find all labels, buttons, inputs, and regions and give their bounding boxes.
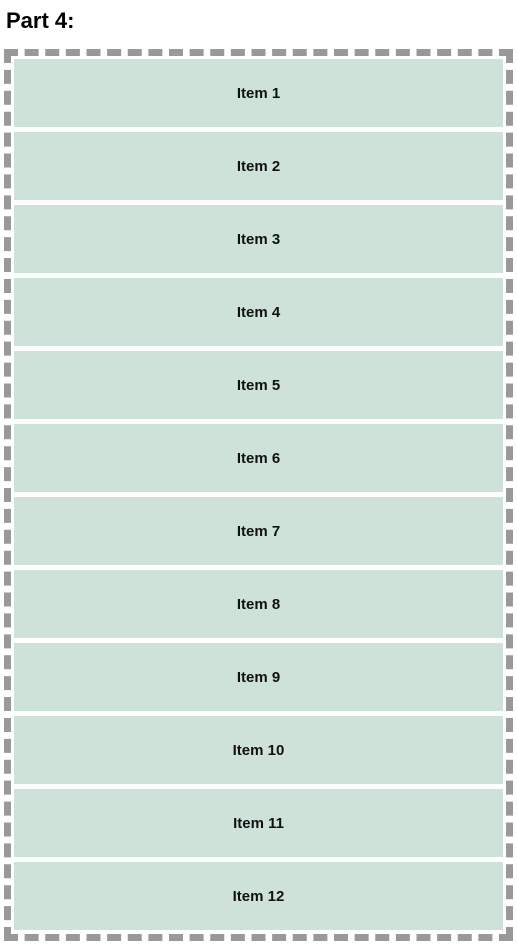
dashed-list-container <box>4 49 513 941</box>
page-title: Part 4: <box>6 8 75 33</box>
list-item: Item 10 <box>14 716 503 784</box>
list-item: Item 3 <box>14 205 503 273</box>
list-item: Item 2 <box>14 132 503 200</box>
list-item: Item 11 <box>14 789 503 857</box>
list-item: Item 4 <box>14 278 503 346</box>
list-item: Item 5 <box>14 351 503 419</box>
list-item: Item 6 <box>14 424 503 492</box>
list-item: Item 9 <box>14 643 503 711</box>
item-list <box>14 59 503 930</box>
list-item: Item 8 <box>14 570 503 638</box>
list-item: Item 7 <box>14 497 503 565</box>
list-item: Item 1 <box>14 59 503 127</box>
list-item: Item 12 <box>14 862 503 930</box>
